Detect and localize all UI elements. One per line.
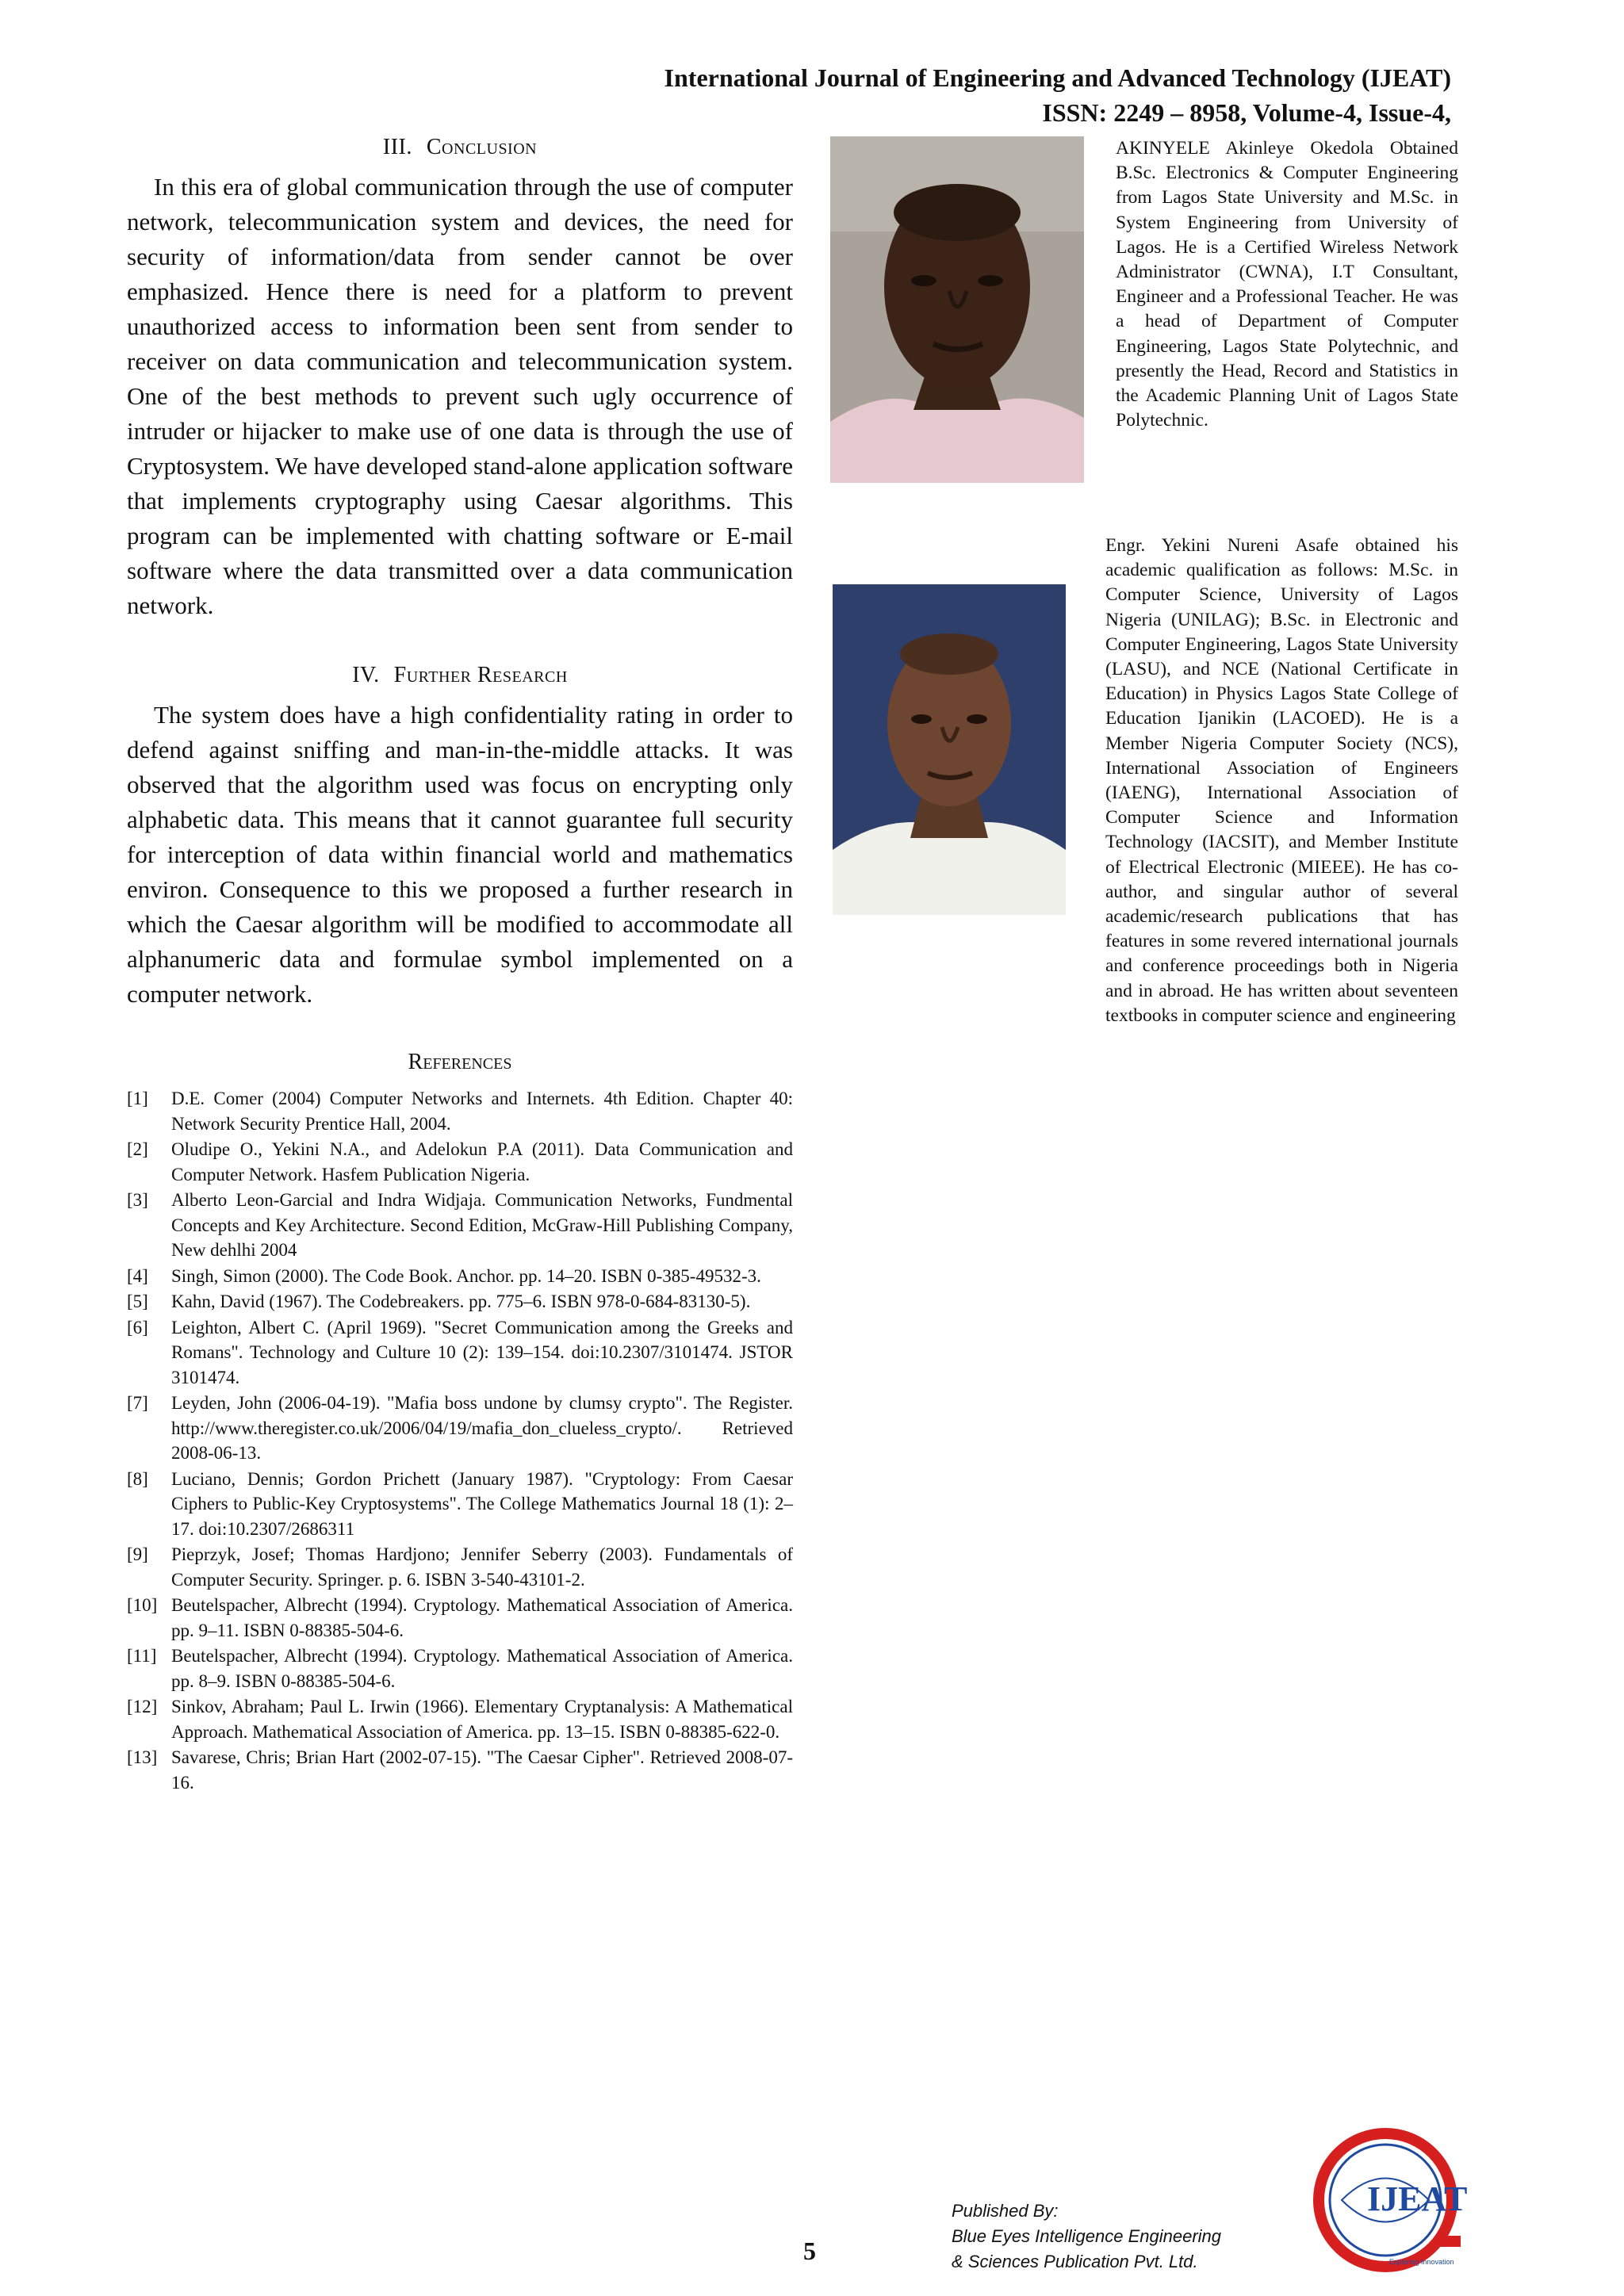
reference-number: [3] xyxy=(127,1190,148,1210)
further-research-paragraph: The system does have a high confidentiality rating in order to defend against sniffing and man-in-the-middle attacks. It was observed that the algorithm used was focus on encrypting only alphabetic data. This means that it cannot guarantee full security for interception of data within financial world and mathematics environ. Consequence to this we proposed a further research in which the Caesar algorithm will be modified to accommodate all alphanumeric data and formulae symbol implemented on a computer network. xyxy=(127,701,793,1008)
reference-number: [12] xyxy=(127,1697,158,1716)
publisher-name-line2: & Sciences Publication Pvt. Ltd. xyxy=(952,2252,1198,2271)
reference-number: [9] xyxy=(127,1544,148,1564)
reference-item xyxy=(127,1542,793,1592)
reference-number: [11] xyxy=(127,1646,157,1666)
svg-text:IJEAT: IJEAT xyxy=(1367,2179,1468,2218)
reference-text: D.E. Comer (2004) Computer Networks and Internets. 4th Edition. Chapter 40: Network Security Prentice Hall, 2004. xyxy=(171,1089,793,1134)
reference-item xyxy=(127,1593,793,1643)
reference-text: Pieprzyk, Josef; Thomas Hardjono; Jennifer Seberry (2003). Fundamentals of Computer Security. Springer. p. 6. ISBN 3-540-43101-2. xyxy=(171,1544,793,1590)
section-heading-conclusion xyxy=(127,135,793,160)
publisher-info xyxy=(952,2198,1221,2275)
author-photo-yekini xyxy=(833,584,1066,915)
reference-text: Leyden, John (2006-04-19). "Mafia boss undone by clumsy crypto". The Register. http://www.theregister.co.uk/2006/04/19/mafia_don_clueless_crypto/. Retrieved 2008-06-13. xyxy=(171,1393,793,1463)
reference-text: Luciano, Dennis; Gordon Prichett (January 1987). "Cryptology: From Caesar Ciphers to Public-Key Cryptosystems". The College Mathematics Journal 18 (1): 2–17. doi:10.2307/2686311 xyxy=(171,1468,793,1539)
reference-number: [10] xyxy=(127,1595,158,1615)
reference-number: [1] xyxy=(127,1089,148,1108)
svg-text:Exploring Innovation: Exploring Innovation xyxy=(1389,2258,1454,2266)
reference-number: [2] xyxy=(127,1139,148,1159)
journal-header xyxy=(665,60,1451,130)
reference-number: [7] xyxy=(127,1393,148,1413)
references-heading: References xyxy=(408,1050,512,1074)
section-title: Conclusion xyxy=(426,135,538,159)
reference-item xyxy=(127,1137,793,1187)
reference-item xyxy=(127,1694,793,1744)
reference-item xyxy=(127,1745,793,1795)
section-heading-further-research xyxy=(127,663,793,688)
reference-number: [13] xyxy=(127,1747,158,1767)
ijeat-logo xyxy=(1310,2125,1500,2275)
reference-item xyxy=(127,1467,793,1542)
publisher-name-line1: Blue Eyes Intelligence Engineering xyxy=(952,2226,1222,2246)
reference-item xyxy=(127,1315,793,1391)
author-bio-akinyele: AKINYELE Akinleye Okedola Obtained B.Sc. Electronics & Computer Engineering from Lagos State University and M.Sc. in System Engineering from University of Lagos. He is a Certified Wireless Network Administrator (CWNA), I.T Consultant, Engineer and a Professional Teacher. He was a head of Department of Computer Engineering, Lagos State Polytechnic, and presently the Head, Record and Statistics in the Academic Planning Unit of Lagos State Polytechnic. xyxy=(1116,138,1458,431)
reference-item xyxy=(127,1264,793,1289)
issn-line: ISSN: 2249 – 8958, Volume-4, Issue-4, xyxy=(1042,98,1451,127)
reference-text: Beutelspacher, Albrecht (1994). Cryptology. Mathematical Association of America. pp. 9–11. ISBN 0-88385-504-6. xyxy=(171,1595,793,1640)
reference-text: Alberto Leon-Garcial and Indra Widjaja. Communication Networks, Fundmental Concepts and Key Architecture. Second Edition, McGraw-Hill Publishing Company, New dehlhi 2004 xyxy=(171,1190,793,1260)
reference-number: [5] xyxy=(127,1292,148,1311)
author-photo-akinyele xyxy=(830,136,1084,483)
journal-title: International Journal of Engineering and Advanced Technology (IJEAT) xyxy=(664,63,1451,92)
reference-item xyxy=(127,1086,793,1136)
reference-item xyxy=(127,1391,793,1466)
reference-number: [8] xyxy=(127,1468,148,1489)
reference-text: Singh, Simon (2000). The Code Book. Anchor. pp. 14–20. ISBN 0-385-49532-3. xyxy=(171,1265,761,1286)
reference-item xyxy=(127,1188,793,1263)
reference-text: Leighton, Albert C. (April 1969). "Secret Communication among the Greeks and Romans". Technology and Culture 10 (2): 139–154. doi:10.2307/3101474. JSTOR 3101474. xyxy=(171,1317,793,1387)
reference-text: Beutelspacher, Albrecht (1994). Cryptology. Mathematical Association of America. pp. 8–9. ISBN 0-88385-504-6. xyxy=(171,1646,793,1691)
section-title: Further Research xyxy=(393,663,568,687)
published-by-label: Published By: xyxy=(952,2201,1059,2221)
conclusion-paragraph: In this era of global communication through the use of computer network, telecommunication system and devices, the need for security of information/data from sender cannot be over emphasized. Hence there is need for a platform to prevent unauthorized access to information been sent from sender to receiver on data communication and telecommunication system. One of the best methods to prevent such ugly occurrence of intruder or hijacker to make use of one data is through the use of Cryptosystem. We have developed stand-alone application software that implements cryptography using Caesar algorithms. This program can be implemented with chatting software or E-mail software where the data transmitted over a data communication network. xyxy=(127,173,793,619)
author-bio-yekini: Engr. Yekini Nureni Asafe obtained his academic qualification as follows: M.Sc. in Computer Science, University of Lagos Nigeria (UNILAG); B.Sc. in Electronic and Computer Engineering, Lagos State University (LASU), and NCE (National Certificate in Education) in Physics Lagos State College of Education Ijanikin (LACOED). He is a Member Nigeria Computer Society (NCS), International Association of Engineers (IAENG), International Association of Computer Science and Information Technology (IACSIT), and Member Institute of Electrical Electronic (MIEEE). He has co-author, and singular author of several academic/research publications that has features in some revered international journals and conference proceedings both in Nigeria and in abroad. He has written about seventeen textbooks in computer science and engineering xyxy=(1105,535,1458,1026)
left-column xyxy=(127,135,793,1796)
references-list xyxy=(127,1086,793,1795)
reference-text: Savarese, Chris; Brian Hart (2002-07-15). "The Caesar Cipher". Retrieved 2008-07-16. xyxy=(171,1747,793,1793)
reference-number: [6] xyxy=(127,1317,148,1337)
reference-item xyxy=(127,1289,793,1314)
reference-text: Sinkov, Abraham; Paul L. Irwin (1966). Elementary Cryptanalysis: A Mathematical Approach. Mathematical Association of America. pp. 13–15. ISBN 0-88385-622-0. xyxy=(171,1697,793,1742)
reference-text: Oludipe O., Yekini N.A., and Adelokun P.A (2011). Data Communication and Computer Network. Hasfem Publication Nigeria. xyxy=(171,1139,793,1184)
page-number: 5 xyxy=(803,2237,816,2265)
section-number: IV. xyxy=(352,663,380,687)
reference-number: [4] xyxy=(127,1265,148,1286)
reference-item xyxy=(127,1644,793,1693)
section-number: III. xyxy=(382,135,412,159)
reference-text: Kahn, David (1967). The Codebreakers. pp. 775–6. ISBN 978-0-684-83130-5). xyxy=(171,1292,751,1311)
